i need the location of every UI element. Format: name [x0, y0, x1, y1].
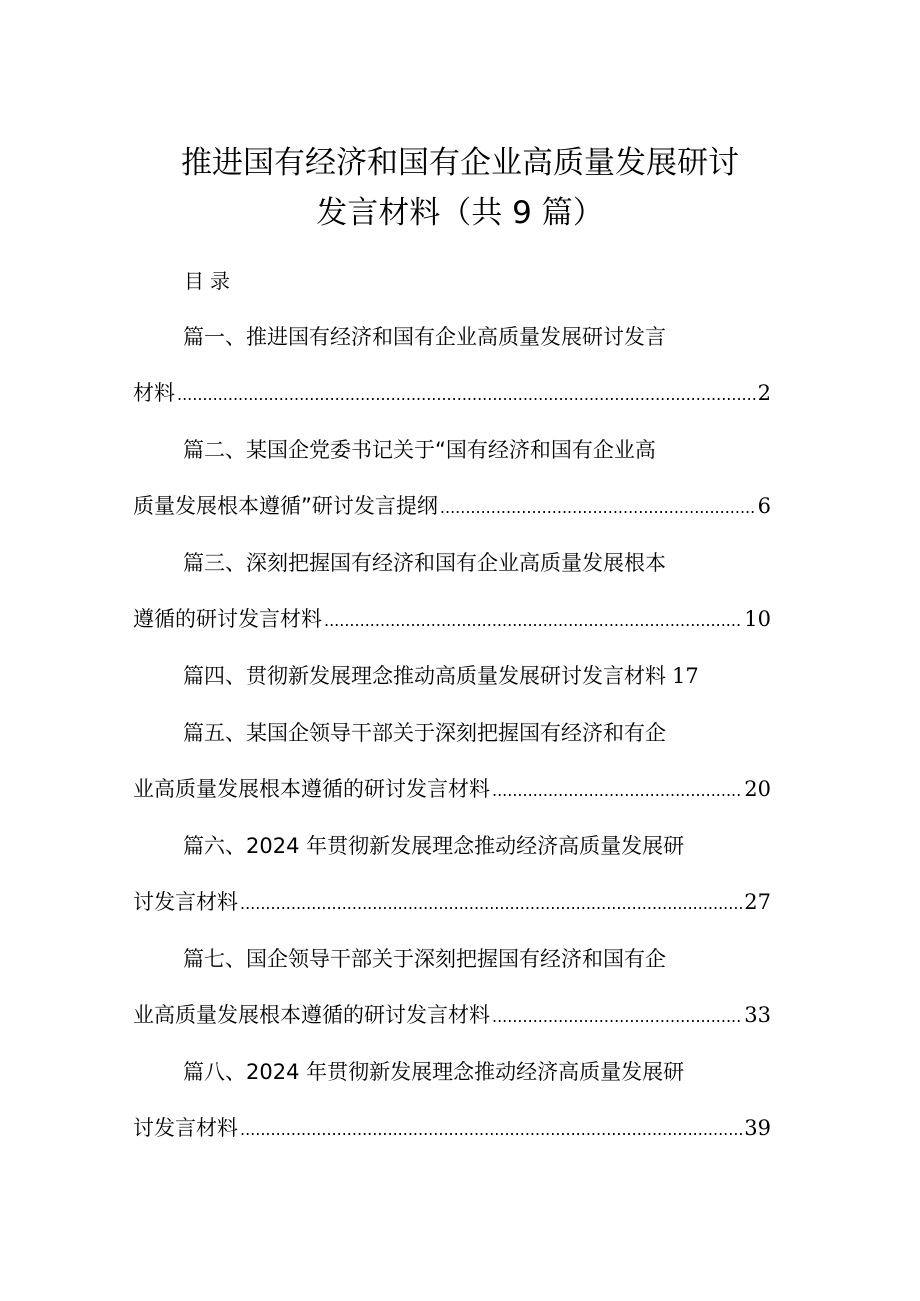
toc-entry-7-leader: [492, 1001, 742, 1033]
toc-entry-5-page: 20: [744, 777, 771, 801]
toc-entry-8-leader: [240, 1114, 742, 1146]
document-title-line-2: 发言材料（共 9 篇）: [316, 195, 604, 231]
toc-entry-2-line-1[interactable]: 篇二、某国企党委书记关于“国有经济和国有企业高: [183, 438, 656, 462]
toc-entry-3-line-2[interactable]: [133, 603, 771, 635]
toc-entry-2-leader: [440, 492, 756, 524]
toc-entry-4-text: 篇四、贯彻新发展理念推动高质量发展研讨发言材料: [183, 664, 666, 688]
toc-entry-6-line-1[interactable]: 篇六、2024 年贯彻新发展理念推动经济高质量发展研: [183, 834, 685, 858]
toc-entry-1-line-2[interactable]: [133, 377, 771, 409]
toc-entry-8-line-1[interactable]: 篇八、2024 年贯彻新发展理念推动经济高质量发展研: [183, 1060, 685, 1084]
toc-entry-3-leader: [324, 605, 742, 637]
toc-entry-2-page: 6: [757, 494, 771, 518]
toc-heading: 目录: [184, 269, 236, 293]
toc-entry-6-leader: [240, 888, 742, 920]
toc-entry-5-text: 业高质量发展根本遵循的研讨发言材料: [133, 777, 490, 801]
document-title-line-1: 推进国有经济和国有企业高质量发展研讨: [181, 145, 739, 181]
toc-entry-1-leader: [177, 379, 756, 411]
toc-entry-6-text: 讨发言材料: [133, 890, 238, 914]
toc-entry-5-line-2[interactable]: [133, 773, 771, 805]
toc-entry-7-page: 33: [744, 1003, 771, 1027]
toc-entry-7-text: 业高质量发展根本遵循的研讨发言材料: [133, 1003, 490, 1027]
toc-entry-3-page: 10: [744, 607, 771, 631]
toc-entry-1-text: 材料: [133, 381, 175, 405]
toc-entry-1-line-1[interactable]: 篇一、推进国有经济和国有企业高质量发展研讨发言: [183, 325, 666, 349]
toc-entry-7-line-1[interactable]: 篇七、国企领导干部关于深刻把握国有经济和国有企: [183, 947, 666, 971]
toc-entry-8-text: 讨发言材料: [133, 1116, 238, 1140]
toc-entry-7-line-2[interactable]: [133, 999, 771, 1031]
toc-entry-8-page: 39: [744, 1116, 771, 1140]
toc-entry-3-line-1[interactable]: 篇三、深刻把握国有经济和国有企业高质量发展根本: [183, 551, 666, 575]
toc-entry-6-line-2[interactable]: [133, 886, 771, 918]
toc-entry-1-page: 2: [757, 381, 771, 405]
toc-entry-4-page: 17: [672, 664, 699, 688]
toc-entry-2-text: 质量发展根本遵循”研讨发言提纲: [133, 494, 438, 518]
toc-entry-8-line-2[interactable]: [133, 1112, 771, 1144]
toc-entry-5-line-1[interactable]: 篇五、某国企领导干部关于深刻把握国有经济和有企: [183, 721, 666, 745]
toc-entry-4-line-1[interactable]: [183, 660, 773, 692]
toc-entry-3-text: 遵循的研讨发言材料: [133, 607, 322, 631]
toc-entry-2-line-2[interactable]: [133, 490, 771, 522]
toc-entry-6-page: 27: [744, 890, 771, 914]
toc-entry-5-leader: [492, 775, 742, 807]
